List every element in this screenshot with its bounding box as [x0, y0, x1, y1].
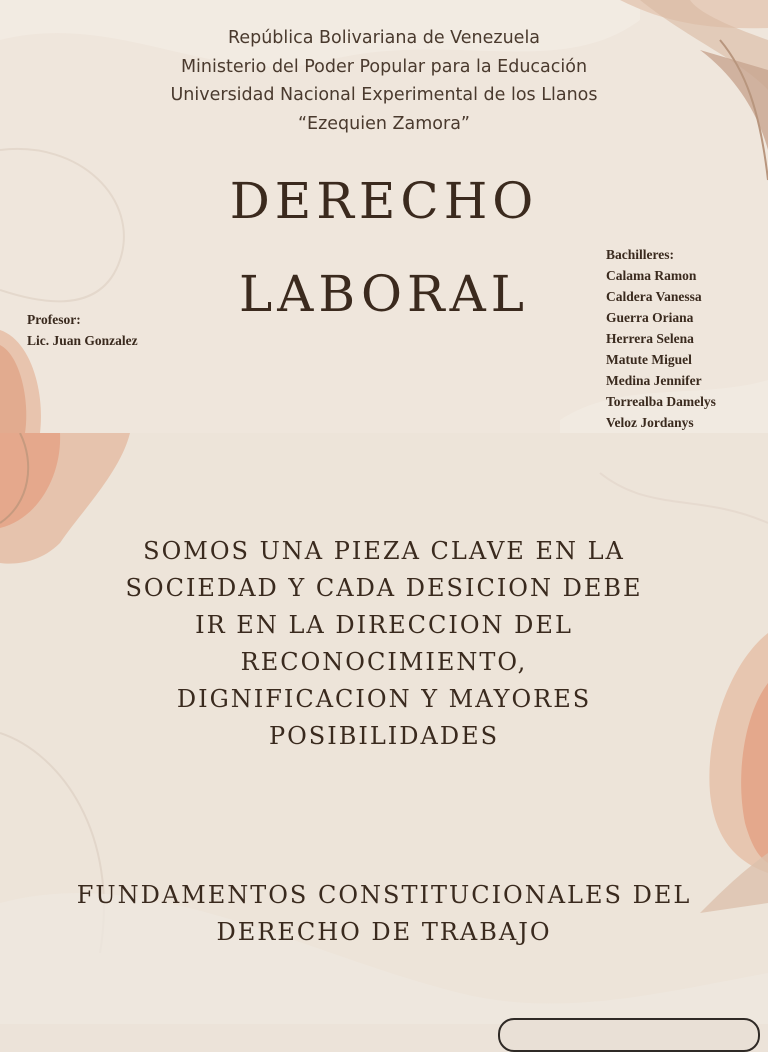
bachiller-name: Calama Ramon — [606, 268, 697, 283]
quote-line: DIGNIFICACION Y MAYORES — [176, 685, 592, 713]
heading-line: DERECHO DE TRABAJO — [216, 918, 552, 946]
quote-line: SOCIEDAD Y CADA DESICION DEBE — [125, 574, 643, 602]
profesor-label: Profesor: — [27, 312, 81, 327]
bachiller-name: Matute Miguel — [606, 352, 692, 367]
bachiller-name: Caldera Vanessa — [606, 289, 702, 304]
bachilleres-label: Bachilleres: — [606, 247, 674, 262]
institution-line: Universidad Nacional Experimental de los Llanos — [170, 85, 598, 105]
cover-slide — [0, 0, 768, 433]
institution-line: República Bolivariana de Venezuela — [227, 28, 541, 48]
bachiller-name: Medina Jennifer — [606, 373, 702, 388]
quote-line: RECONOCIMIENTO, — [240, 648, 528, 676]
institution-header — [0, 24, 768, 138]
section-heading — [40, 877, 728, 951]
profesor-name: Lic. Juan Gonzalez — [27, 333, 138, 348]
bachiller-name: Veloz Jordanys — [606, 415, 694, 430]
quote-line: IR EN LA DIRECCION DEL — [195, 611, 573, 639]
quote-line: SOMOS UNA PIEZA CLAVE EN LA — [143, 537, 625, 565]
title-line-1: DERECHO — [229, 172, 539, 230]
bachiller-name: Guerra Oriana — [606, 310, 694, 325]
bachiller-name: Herrera Selena — [606, 331, 694, 346]
heading-line: FUNDAMENTOS CONSTITUCIONALES DEL — [76, 881, 692, 909]
title-line-2: LABORAL — [239, 265, 529, 323]
bachilleres-block — [606, 244, 716, 433]
institution-line: Ministerio del Poder Popular para la Educación — [180, 56, 588, 77]
pill-button[interactable] — [498, 1018, 760, 1052]
bachiller-name: Torrealba Damelys — [606, 394, 716, 409]
quote-line: POSIBILIDADES — [268, 722, 500, 750]
quote-text — [104, 533, 664, 755]
institution-line: “Ezequien Zamora” — [297, 113, 470, 134]
profesor-block — [27, 309, 138, 351]
